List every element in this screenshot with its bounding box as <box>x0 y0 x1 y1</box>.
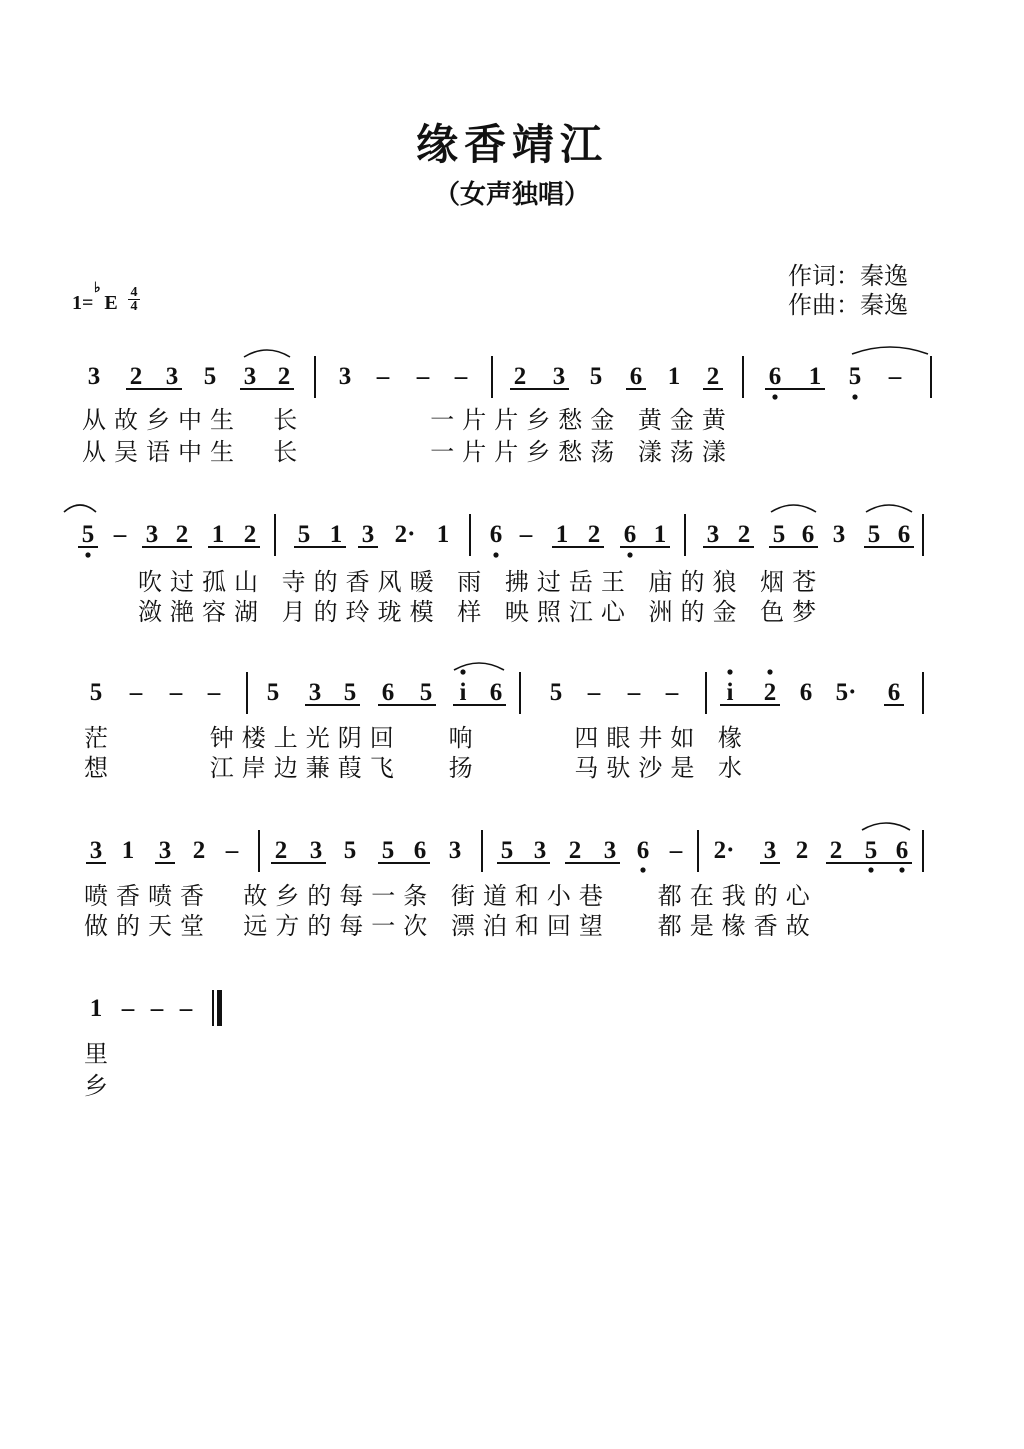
lyricist-credit: 作词：秦逸 <box>788 262 908 290</box>
note: 3 <box>308 679 322 706</box>
song-subtitle: （女声独唱） <box>433 180 590 210</box>
note: – <box>888 363 902 390</box>
note: 2 <box>706 363 720 390</box>
note: 3 <box>338 363 352 390</box>
note: 2 <box>243 521 257 548</box>
note: 3 <box>165 363 179 390</box>
lyric-line-verse2: 潋滟容湖 月的玲珑模 样 映照江心 洲的金 色梦 <box>138 598 825 626</box>
note: 1 <box>808 363 822 390</box>
note: 5 <box>297 521 311 548</box>
note: 6 <box>895 837 909 864</box>
note: – <box>121 995 135 1022</box>
note: 2 <box>737 521 751 548</box>
note: 3 <box>448 837 462 864</box>
note: 2 <box>192 837 206 864</box>
note: 2· <box>394 521 416 548</box>
note: 1 <box>555 521 569 548</box>
note: 5 <box>266 679 280 706</box>
note: 5 <box>419 679 433 706</box>
note: 1 <box>667 363 681 390</box>
lyric-line-verse1: 喷香喷香 故乡的每一条 街道和小巷 都在我的心 <box>84 882 818 910</box>
lower-octave-dot <box>852 394 857 399</box>
note: – <box>376 363 390 390</box>
note: – <box>627 679 641 706</box>
note: 5 <box>81 521 95 548</box>
slur <box>244 350 290 357</box>
slur <box>454 663 504 670</box>
note: 2 <box>763 679 777 706</box>
note: 1 <box>89 995 103 1022</box>
lyric-line-verse1: 吹过孤山 寺的香风暖 雨 拂过岳王 庙的狼 烟苍 <box>138 568 825 596</box>
note: – <box>150 995 164 1022</box>
slur <box>771 505 816 512</box>
note: 5 <box>89 679 103 706</box>
lower-octave-dot <box>868 867 873 872</box>
lower-octave-dot <box>85 552 90 557</box>
note: 2· <box>713 837 735 864</box>
note: 3 <box>158 837 172 864</box>
note: 5 <box>381 837 395 864</box>
note: 5 <box>343 679 357 706</box>
note: 6 <box>489 679 503 706</box>
note: 5 <box>500 837 514 864</box>
note: 5· <box>835 679 857 706</box>
note: – <box>129 679 143 706</box>
note: 2 <box>175 521 189 548</box>
note: 6 <box>887 679 901 706</box>
note: 3 <box>243 363 257 390</box>
note: 6 <box>897 521 911 548</box>
note: 3 <box>603 837 617 864</box>
time-bottom: 4 <box>130 299 138 314</box>
note: – <box>454 363 468 390</box>
note: 3 <box>706 521 720 548</box>
note: 5 <box>867 521 881 548</box>
upper-octave-dot <box>727 669 732 674</box>
note: 2 <box>274 837 288 864</box>
key-tonic: E <box>104 292 118 314</box>
note: 6 <box>381 679 395 706</box>
lower-octave-dot <box>493 552 498 557</box>
note: 6 <box>768 363 782 390</box>
lyric-line-verse2: 做的天堂 远方的每一次 漂泊和回望 都是椽香故 <box>84 912 818 940</box>
flat-sign: ♭ <box>94 281 101 296</box>
note: 6 <box>801 521 815 548</box>
note: 5 <box>864 837 878 864</box>
note: 1 <box>211 521 225 548</box>
note: 5 <box>203 363 217 390</box>
note: – <box>519 521 533 548</box>
note: 2 <box>587 521 601 548</box>
note: 1 <box>436 521 450 548</box>
note: 2 <box>795 837 809 864</box>
note: 2 <box>568 837 582 864</box>
note: – <box>665 679 679 706</box>
note: 2 <box>129 363 143 390</box>
note: 1 <box>653 521 667 548</box>
lower-octave-dot <box>627 552 632 557</box>
note: 6 <box>489 521 503 548</box>
note: 5 <box>589 363 603 390</box>
note: – <box>587 679 601 706</box>
note: 1 <box>329 521 343 548</box>
note: 2 <box>829 837 843 864</box>
upper-octave-dot <box>460 669 465 674</box>
upper-octave-dot <box>767 669 772 674</box>
key-prefix: 1= <box>72 292 94 314</box>
composer-credit: 作曲：秦逸 <box>788 291 908 319</box>
note: – <box>113 521 127 548</box>
lyric-line-verse1: 茫 钟楼上光阴回 响 四眼井如 椽 <box>84 724 751 752</box>
note: 6 <box>623 521 637 548</box>
slur <box>64 505 96 512</box>
note: 3 <box>361 521 375 548</box>
note: 5 <box>549 679 563 706</box>
note: 3 <box>763 837 777 864</box>
slur <box>852 347 928 354</box>
song-title: 缘香靖江 <box>415 120 608 169</box>
note: 5 <box>772 521 786 548</box>
slur <box>866 505 912 512</box>
note: 3 <box>89 837 103 864</box>
note: – <box>225 837 239 864</box>
lyric-line-verse2: 乡 <box>84 1072 116 1100</box>
note: 3 <box>552 363 566 390</box>
note: 1 <box>121 837 135 864</box>
note: 2 <box>277 363 291 390</box>
note: 3 <box>309 837 323 864</box>
note: – <box>416 363 430 390</box>
lyric-line-verse2: 想 江岸边蒹葭飞 扬 马驮沙是 水 <box>84 754 751 782</box>
lower-octave-dot <box>640 867 645 872</box>
note: 3 <box>145 521 159 548</box>
note: 6 <box>629 363 643 390</box>
note: 3 <box>87 363 101 390</box>
note: 5 <box>848 363 862 390</box>
note: i <box>459 679 467 706</box>
lyric-line-verse1: 从故乡中生 长 一片片乡愁金 黄金黄 <box>82 406 734 434</box>
lower-octave-dot <box>772 394 777 399</box>
slur <box>862 823 910 830</box>
note: 2 <box>513 363 527 390</box>
time-top: 4 <box>130 285 138 300</box>
note: – <box>179 995 193 1022</box>
note: – <box>169 679 183 706</box>
note: – <box>207 679 221 706</box>
note: 3 <box>832 521 846 548</box>
note: 6 <box>636 837 650 864</box>
note: i <box>726 679 734 706</box>
lower-octave-dot <box>899 867 904 872</box>
note: – <box>669 837 683 864</box>
lyric-line-verse2: 从吴语中生 长 一片片乡愁荡 漾荡漾 <box>82 438 734 466</box>
note: 3 <box>533 837 547 864</box>
note: 5 <box>343 837 357 864</box>
lyric-line-verse1: 里 <box>84 1040 116 1068</box>
note: 6 <box>413 837 427 864</box>
note: 6 <box>799 679 813 706</box>
